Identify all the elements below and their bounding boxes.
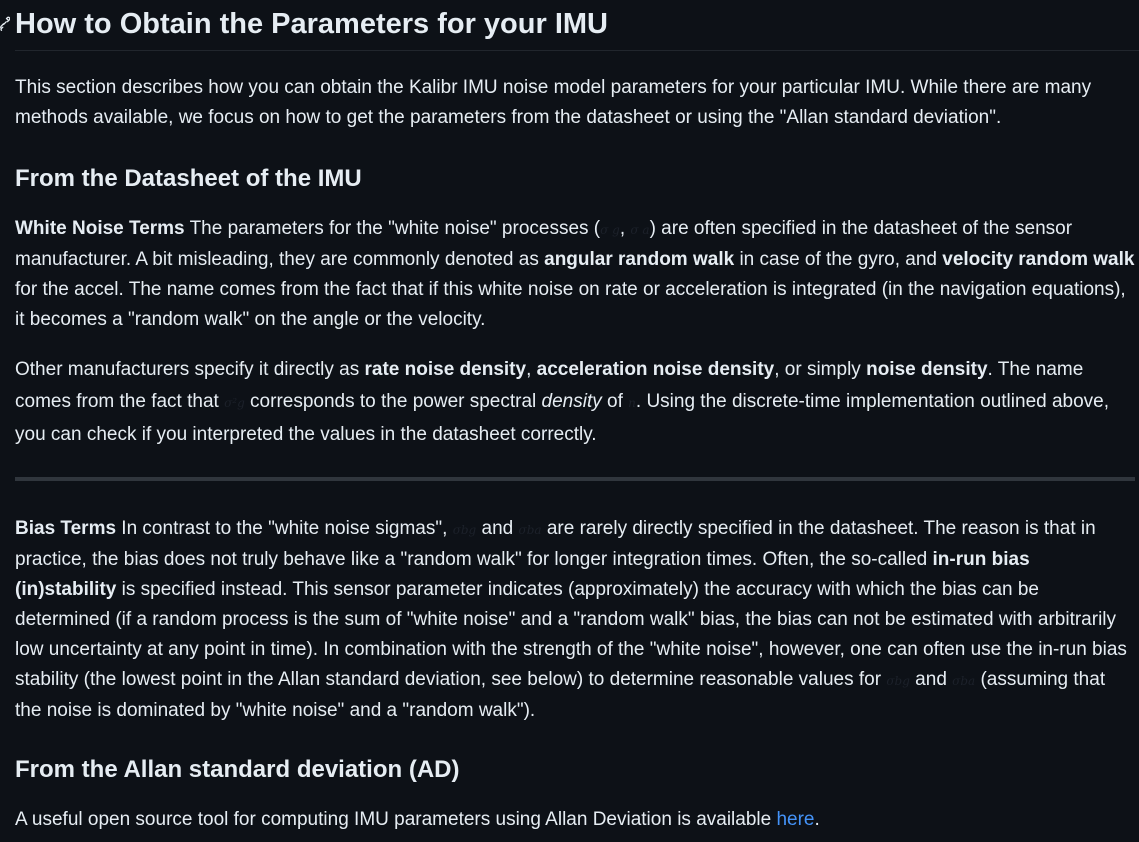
- bias-text-4: is specified instead. This sensor parameter indicates (approximately) the accuracy with which the bias can be determined (if a random process is the sum of "white noise" and a "random walk" bias, the bias can not be estimated with arbitrarily low uncertainty at any point in time). In combination with the strength of the "white noise", however, one can often use the in-run bias stability (the lowest point in the Allan standard deviation, see below) to determine reasonable values for: [15, 579, 1127, 690]
- bias-terms-label: Bias Terms: [15, 518, 117, 539]
- density-emphasis: density: [541, 391, 602, 412]
- math-n: n: [628, 396, 636, 410]
- noise-density-text-4: of: [601, 391, 629, 412]
- link-icon[interactable]: [0, 15, 10, 31]
- math-sigma-g-squared: σ²g: [224, 396, 245, 410]
- noise-density-term: noise density: [866, 359, 988, 380]
- section-title: How to Obtain the Parameters for your IMU: [15, 8, 608, 40]
- velocity-random-walk-term: velocity random walk: [942, 249, 1135, 270]
- allan-tool-link[interactable]: here: [776, 809, 815, 830]
- white-noise-text-3: in case of the gyro, and: [734, 249, 943, 270]
- math-sigma-bg-2: σbg: [886, 674, 910, 688]
- allan-heading: From the Allan standard deviation (AD): [15, 756, 460, 783]
- white-noise-text-4: for the accel. The name comes from the fact that if this white noise on rate or acceleration is integrated (in the navigation equations), it becomes a "random walk" on the angle or the velocity.: [15, 279, 1126, 330]
- math-sigma-a: σ a: [630, 223, 650, 237]
- math-sigma-bg: σbg: [452, 523, 477, 537]
- math-sigma-ba-2: σba: [952, 674, 976, 688]
- title-divider: [15, 50, 1139, 51]
- white-noise-label: White Noise Terms: [15, 218, 185, 239]
- allan-text: A useful open source tool for computing IMU parameters using Allan Deviation is available: [15, 809, 777, 830]
- math-sigma-ba: σba: [518, 523, 542, 537]
- noise-density-text-3: corresponds to the power spectral: [244, 391, 542, 412]
- bias-paragraph: [15, 514, 1135, 726]
- noise-density-text-1: Other manufacturers specify it directly as: [15, 359, 365, 380]
- datasheet-heading: From the Datasheet of the IMU: [15, 165, 362, 192]
- in-run-bias-instability-term: in-run bias (in)stability: [15, 549, 1030, 600]
- bias-text-6: (assuming that the noise is dominated by "white noise" and a "random walk").: [15, 669, 1106, 721]
- noise-density-text-2: . The name comes from the fact that: [15, 359, 1084, 412]
- white-noise-text-2: ) are often specified in the datasheet of the sensor manufacturer. A bit misleading, they are commonly denoted as: [15, 218, 1073, 270]
- white-noise-text-1: The parameters for the "white noise" processes (: [184, 218, 601, 239]
- allan-text-end: .: [814, 809, 820, 830]
- bias-text-5: and: [909, 669, 953, 690]
- noise-density-sep-2: , or simply: [774, 359, 867, 380]
- bias-text-2: and: [476, 518, 519, 539]
- bias-text-3: are rarely directly specified in the datasheet. The reason is that in practice, the bias does not truly behave like a "random walk" for longer integration times. Often, the so-called: [15, 518, 1096, 570]
- noise-density-paragraph: [15, 354, 1135, 451]
- noise-density-text-5: . Using the discrete-time implementation outlined above, you can check if you interpreted the values in the datasheet correctly.: [15, 391, 1110, 445]
- angular-random-walk-term: angular random walk: [544, 249, 735, 270]
- bias-text-1: In contrast to the "white noise sigmas",: [116, 518, 453, 539]
- allan-paragraph: [15, 805, 1135, 835]
- noise-density-sep-1: ,: [526, 359, 537, 380]
- horizontal-rule: [15, 477, 1135, 481]
- math-sigma-g: σ g: [600, 223, 620, 237]
- white-noise-paragraph: [15, 214, 1135, 335]
- white-noise-comma: ,: [619, 218, 631, 239]
- intro-text: This section describes how you can obtain the Kalibr IMU noise model parameters for your particular IMU. While there are many methods available, we focus on how to get the parameters from the datasheet or using the "Allan standard deviation".: [15, 77, 1092, 128]
- acceleration-noise-density-term: acceleration noise density: [536, 359, 775, 380]
- intro-paragraph: [15, 73, 1135, 133]
- rate-noise-density-term: rate noise density: [364, 359, 527, 380]
